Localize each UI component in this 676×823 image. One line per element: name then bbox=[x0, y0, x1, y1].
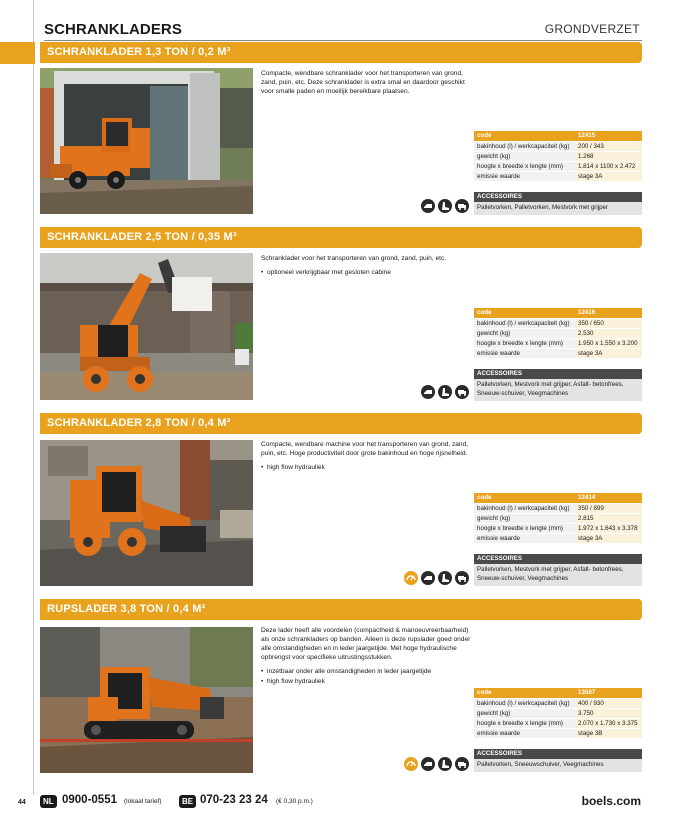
spec-row: hoogte x breedte x lengte (mm) 2.070 x 1.730 x 3.375 bbox=[474, 718, 642, 728]
page-margin-line bbox=[33, 0, 34, 795]
truck-icon bbox=[455, 199, 469, 213]
spec-row: gewicht (kg) 2.530 bbox=[474, 328, 642, 338]
feature-icons bbox=[404, 571, 469, 585]
gauge-icon bbox=[404, 757, 418, 771]
spec-table bbox=[474, 308, 642, 359]
spec-row: emissie waarde stage 3A bbox=[474, 171, 642, 181]
nl-phone-number[interactable]: 0900-0551 bbox=[62, 794, 117, 806]
product-description bbox=[261, 254, 476, 277]
gauge-icon bbox=[404, 571, 418, 585]
boot-icon bbox=[438, 385, 452, 399]
spec-row: bakinhoud (l) / werkcapaciteit (kg) 350 / 650 bbox=[474, 318, 642, 328]
product-section-1 bbox=[40, 42, 642, 217]
feature-bullets bbox=[261, 268, 476, 277]
header-accent-tab bbox=[0, 42, 35, 64]
page-category: GRONDVERZET bbox=[544, 22, 640, 36]
diesel-icon bbox=[421, 757, 435, 771]
spec-row: bakinhoud (l) / werkcapaciteit (kg) 200 / 343 bbox=[474, 141, 642, 151]
product-description bbox=[261, 626, 476, 686]
feature-bullet: • high flow hydrauliek bbox=[261, 677, 476, 686]
accessoires-header: ACCESSOIRES bbox=[474, 554, 642, 564]
feature-bullet: • optioneel verkrijgbaar met gesloten cabine bbox=[261, 268, 476, 277]
product-photo-schranklader-2-8 bbox=[40, 440, 253, 586]
product-description bbox=[261, 69, 476, 96]
be-phone-number[interactable]: 070-23 23 24 bbox=[200, 794, 268, 806]
page-number: 44 bbox=[18, 799, 26, 806]
accessoires-header: ACCESSOIRES bbox=[474, 749, 642, 759]
feature-bullet: • high flow hydrauliek bbox=[261, 463, 476, 472]
diesel-icon bbox=[421, 385, 435, 399]
website-link[interactable]: boels.com bbox=[581, 794, 641, 808]
spec-row-code: code 12415 bbox=[474, 131, 642, 141]
product-section-4 bbox=[40, 599, 642, 779]
accessoires-header: ACCESSOIRES bbox=[474, 369, 642, 379]
feature-bullets bbox=[261, 463, 476, 472]
accessoires-list: Palletvorken, Sneeuwschuiver, Veegmachines bbox=[474, 759, 642, 772]
description-text: Compacte, wendbare machine voor het transporteren van grond, zand, puin, etc. Hoge productiviteit door grote bakinhoud en hoge rijsnelheid. bbox=[261, 441, 469, 458]
nl-badge: NL bbox=[40, 795, 57, 808]
spec-row: bakinhoud (l) / werkcapaciteit (kg) 400 / 930 bbox=[474, 698, 642, 708]
spec-row-code: code 13587 bbox=[474, 688, 642, 698]
spec-row: gewicht (kg) 3.750 bbox=[474, 708, 642, 718]
header-divider bbox=[44, 40, 642, 41]
spec-row-code: code 12416 bbox=[474, 308, 642, 318]
spec-row-code: code 12414 bbox=[474, 493, 642, 503]
spec-row: bakinhoud (l) / werkcapaciteit (kg) 350 / 899 bbox=[474, 503, 642, 513]
product-description bbox=[261, 440, 476, 472]
accessoires-list: Palletvorken, Palletvorken, Mestvork met grijper bbox=[474, 202, 642, 215]
feature-bullet: • inzetbaar onder alle omstandigheden in leder jaargetijde bbox=[261, 667, 476, 676]
spec-row: hoogte x breedte x lengte (mm) 1.972 x 1.643 x 3.378 bbox=[474, 523, 642, 533]
nl-rate: (lokaal tarief) bbox=[124, 798, 162, 805]
truck-icon bbox=[455, 571, 469, 585]
description-text: Compacte, wendbare schranklader voor het transporteren van grond, zand, puin, etc. Deze schranklader is extra smal en daardoor geschikt voor smalle paden en moeilijk bereikbare plaatsen. bbox=[261, 70, 465, 96]
feature-icons bbox=[421, 385, 469, 399]
page-title: SCHRANKLADERS bbox=[44, 21, 182, 38]
accessoires-box bbox=[474, 554, 642, 586]
section-title: SCHRANKLADER 2,5 TON / 0,35 M³ bbox=[47, 231, 237, 243]
spec-row: emissie waarde stage 3A bbox=[474, 348, 642, 358]
spec-table bbox=[474, 688, 642, 739]
feature-icons bbox=[404, 757, 469, 771]
spec-row: gewicht (kg) 2.815 bbox=[474, 513, 642, 523]
be-rate: (€ 0,30 p.m.) bbox=[276, 798, 313, 805]
spec-table bbox=[474, 493, 642, 544]
boot-icon bbox=[438, 571, 452, 585]
diesel-icon bbox=[421, 199, 435, 213]
spec-row: gewicht (kg) 1.268 bbox=[474, 151, 642, 161]
product-section-2 bbox=[40, 227, 642, 402]
accessoires-header: ACCESSOIRES bbox=[474, 192, 642, 202]
spec-row: emissie waarde stage 3B bbox=[474, 728, 642, 738]
section-title-bar bbox=[40, 599, 642, 620]
feature-icons bbox=[421, 199, 469, 213]
section-title: RUPSLADER 3,8 TON / 0,4 M³ bbox=[47, 603, 206, 615]
boot-icon bbox=[438, 199, 452, 213]
feature-bullets bbox=[261, 667, 476, 685]
spec-table bbox=[474, 131, 642, 182]
truck-icon bbox=[455, 757, 469, 771]
product-photo-rupslader-3-8 bbox=[40, 627, 253, 773]
accessoires-box bbox=[474, 192, 642, 215]
accessoires-box bbox=[474, 369, 642, 401]
product-photo-schranklader-2-5 bbox=[40, 253, 253, 400]
section-title-bar bbox=[40, 227, 642, 248]
description-text: Deze lader heeft alle voordelen (compactheid & manoeuvreerbaarheid) als onze schrankladers op banden. Alleen is deze rupslader goed onder alle omstandigheden en in leder jaargetijde. Met hoge hydraulische opbrengst voor specifieke uitrustingsstukken. bbox=[261, 627, 471, 662]
section-title: SCHRANKLADER 2,8 TON / 0,4 M³ bbox=[47, 417, 231, 429]
product-section-3 bbox=[40, 413, 642, 588]
accessoires-box bbox=[474, 749, 642, 772]
truck-icon bbox=[455, 385, 469, 399]
spec-row: hoogte x breedte x lengte (mm) 1.950 x 1.550 x 3.200 bbox=[474, 338, 642, 348]
page-footer bbox=[0, 793, 676, 813]
spec-row: emissie waarde stage 3A bbox=[474, 533, 642, 543]
section-title-bar bbox=[40, 413, 642, 434]
spec-row: hoogte x breedte x lengte (mm) 1.814 x 1100 x 2.472 bbox=[474, 161, 642, 171]
section-title: SCHRANKLADER 1,3 TON / 0,2 M³ bbox=[47, 46, 231, 58]
description-text: Schranklader voor het transporteren van grond, zand, puin, etc. bbox=[261, 255, 447, 262]
product-photo-schranklader-1-3 bbox=[40, 68, 253, 214]
section-title-bar bbox=[40, 42, 642, 63]
boot-icon bbox=[438, 757, 452, 771]
accessoires-list: Palletvorken, Mestvork met grijper, Asfalt- betonfrees, Sneeuw-schuiver, Veegmachines bbox=[474, 564, 642, 586]
diesel-icon bbox=[421, 571, 435, 585]
be-badge: BE bbox=[179, 795, 196, 808]
accessoires-list: Palletvorken, Mestvork met grijper, Asfalt- betonfrees, Sneeuw-schuiver, Veegmachines bbox=[474, 379, 642, 401]
